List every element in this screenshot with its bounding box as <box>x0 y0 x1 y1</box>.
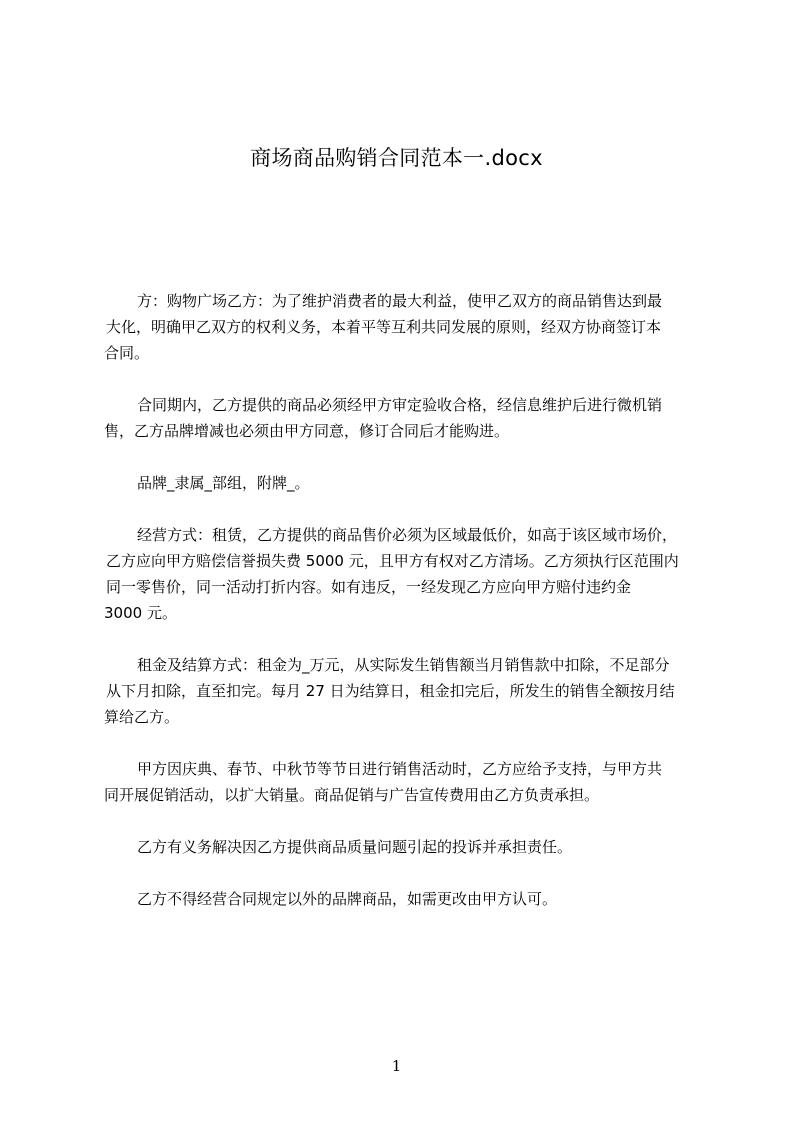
paragraph-line: 乙方应向甲方赔偿信誉损失费 5000 元，且甲方有权对乙方清场。乙方须执行区范围内 <box>106 552 679 570</box>
paragraph-line: 经营方式：租赁，乙方提供的商品售价必须为区域最低价，如高于该区域市场价， <box>137 526 678 544</box>
paragraph-line: 合同期内，乙方提供的商品必须经甲方审定验收合格，经信息维护后进行微机销 <box>137 396 663 414</box>
paragraph-promotion <box>104 756 704 808</box>
paragraph-brand-restriction <box>104 886 704 912</box>
paragraph-line: 方：购物广场乙方：为了维护消费者的最大利益，使甲乙双方的商品销售达到最 <box>137 292 663 310</box>
paragraph-line: 乙方不得经营合同规定以外的品牌商品，如需更改由甲方认可。 <box>137 890 558 908</box>
paragraph-line: 租金及结算方式：租金为_万元，从实际发生销售额当月销售款中扣除，不足部分 <box>137 656 670 674</box>
paragraph-line: 从下月扣除，直至扣完。每月 27 日为结算日，租金扣完后，所发生的销售全额按月结 <box>106 682 675 700</box>
paragraph-line: 大化，明确甲乙双方的权利义务，本着平等互利共同发展的原则，经双方协商签订本 <box>106 318 662 336</box>
paragraph-rent-settlement <box>104 652 704 730</box>
paragraph-parties <box>104 288 704 366</box>
paragraph-line: 同开展促销活动，以扩大销量。商品促销与广告宣传费用由乙方负责承担。 <box>104 786 600 804</box>
page-number: 1 <box>391 1057 402 1075</box>
paragraph-business-mode <box>104 522 704 626</box>
paragraph-contract-term <box>104 392 704 444</box>
paragraph-line: 甲方因庆典、春节、中秋节等节日进行销售活动时，乙方应给予支持，与甲方共 <box>137 760 663 778</box>
paragraph-line: 算给乙方。 <box>104 708 180 726</box>
paragraph-line: 乙方有义务解决因乙方提供商品质量问题引起的投诉并承担责任。 <box>137 838 573 856</box>
paragraph-quality-responsibility <box>104 834 704 860</box>
paragraph-line: 品牌_隶属_部组，附牌_。 <box>137 474 310 492</box>
document-title: 商场商品购销合同范本一.docx <box>250 146 543 170</box>
paragraph-line: 同一零售价，同一活动打折内容。如有违反，一经发现乙方应向甲方赔付违约金 <box>106 578 632 596</box>
document-body <box>104 288 704 938</box>
paragraph-line: 合同。 <box>104 344 150 362</box>
paragraph-line: 3000 元。 <box>104 604 177 622</box>
paragraph-line: 售，乙方品牌增减也必须由甲方同意，修订合同后才能购进。 <box>104 422 510 440</box>
paragraph-brand <box>104 470 704 496</box>
